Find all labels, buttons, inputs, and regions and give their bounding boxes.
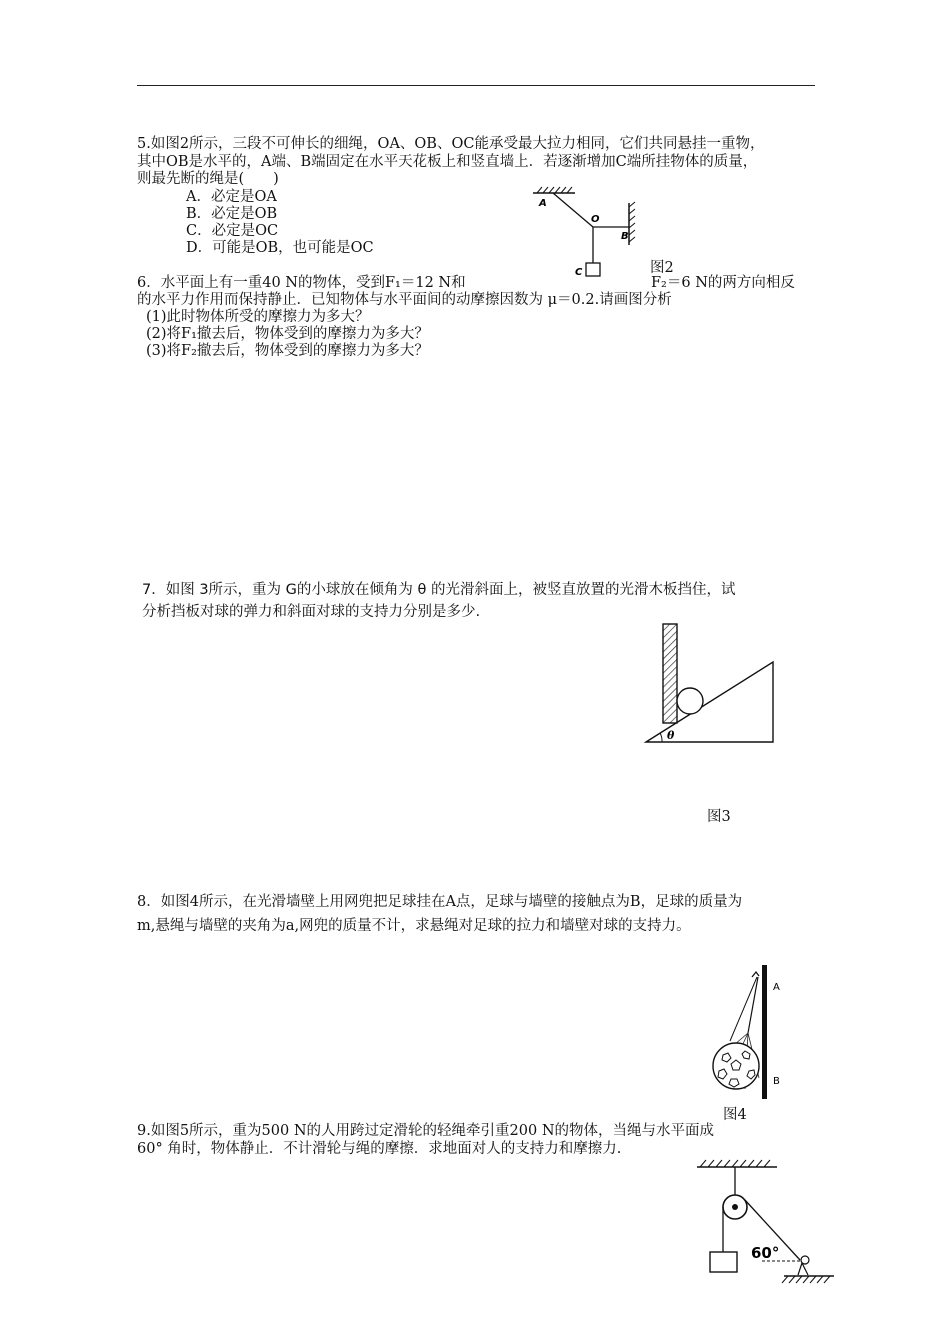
q7-line-2: 分析挡板对球的弹力和斜面对球的支持力分别是多少.: [142, 604, 481, 620]
q5-line-1: 5.如图2所示，三段不可伸长的细绳，OA、OB、OC能承受最大拉力相同，它们共同悬挂一重物，: [137, 136, 765, 152]
figure-5-pulley-diagram: [692, 1157, 842, 1297]
figure-3-caption: 图3: [707, 809, 731, 825]
q8-line-2: m,悬绳与墙壁的夹角为a,网兜的质量不计，求悬绳对足球的拉力和墙壁对球的支持力。: [137, 918, 691, 934]
fig2-label-o: O: [591, 214, 600, 225]
q6-line-1-right: F₂＝6 N的两方向相反: [651, 275, 795, 291]
figure-2-caption: 图2: [650, 260, 674, 276]
q9-line-2: 60° 角时，物体静止．不计滑轮与绳的摩擦．求地面对人的支持力和摩擦力.: [137, 1141, 622, 1157]
q7-line-1: 7．如图 3所示，重为 G的小球放在倾角为 θ 的光滑斜面上，被竖直放置的光滑木板挡住，试: [142, 582, 736, 598]
q5-line-3: 则最先断的绳是( ): [137, 171, 279, 187]
q6-sub-1: (1)此时物体所受的摩擦力为多大？: [146, 309, 370, 325]
q5-option-c: C．必定是OC: [186, 223, 279, 239]
figure-3-incline-diagram: [640, 618, 780, 748]
q9-line-1: 9.如图5所示，重为500 N的人用跨过定滑轮的轻绳牵引重200 N的物体，当绳与水平面成: [137, 1123, 715, 1139]
fig2-label-c: C: [575, 267, 583, 278]
fig4-label-a: A: [773, 982, 780, 993]
q6-line-2: 的水平力作用而保持静止．已知物体与水平面间的动摩擦因数为 μ＝0.2.请画图分析: [137, 292, 672, 308]
q6-line-1-left: 6．水平面上有一重40 N的物体，受到F₁＝12 N和: [137, 275, 466, 291]
figure-2-rope-diagram: [525, 183, 655, 283]
q5-line-2: 其中OB是水平的，A端、B端固定在水平天花板上和竖直墙上．若逐渐增加C端所挂物体的质量，: [137, 154, 758, 170]
q6-sub-2: (2)将F₁撤去后，物体受到的摩擦力为多大？: [146, 326, 429, 342]
q5-option-a: A．必定是OA: [186, 189, 277, 205]
figure-4-net-ball-diagram: [705, 963, 795, 1103]
figure-4-caption: 图4: [723, 1107, 747, 1123]
header-rule: [137, 85, 815, 86]
fig5-angle-label: 60°: [751, 1244, 780, 1262]
fig4-label-b: B: [773, 1076, 780, 1087]
fig2-label-a: A: [539, 198, 547, 209]
q8-line-1: 8．如图4所示，在光滑墙壁上用网兜把足球挂在A点，足球与墙壁的接触点为B，足球的质量为: [137, 894, 743, 910]
q6-sub-3: (3)将F₂撤去后，物体受到的摩擦力为多大？: [146, 343, 429, 359]
q5-option-b: B．必定是OB: [186, 206, 278, 222]
fig3-angle-label: θ: [667, 729, 675, 742]
fig2-label-b: B: [621, 231, 629, 242]
q5-option-d: D．可能是OB，也可能是OC: [186, 240, 374, 256]
